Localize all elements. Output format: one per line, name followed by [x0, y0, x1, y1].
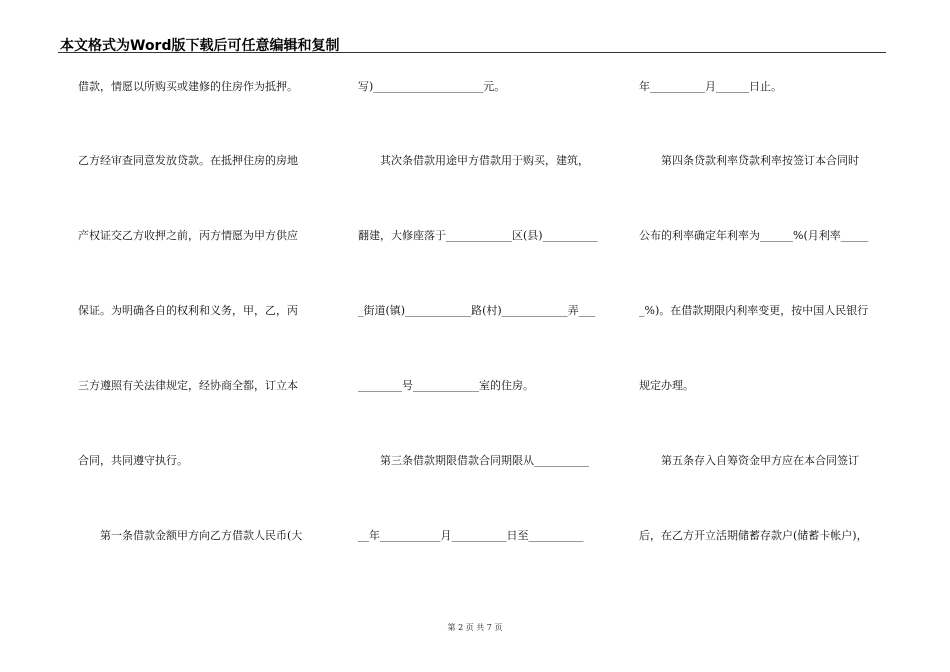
- text-line: 第一条借款金额甲方向乙方借款人民币(大: [78, 529, 303, 542]
- page-header-title: 本文格式为Word版下载后可任意编辑和复制: [60, 38, 340, 54]
- text-line: 乙方经审查同意发放贷款。在抵押住房的房地: [78, 154, 298, 167]
- text-line: 翻建，大修座落于____________区(县)__________: [358, 229, 598, 242]
- text-line: 年__________月______日止。: [639, 80, 782, 93]
- page-number-footer: 第 2 页 共 7 页: [447, 623, 503, 632]
- text-line: 后，在乙方开立活期储蓄存款户(储蓄卡帐户)，: [639, 529, 868, 542]
- text-line: 借款，情愿以所购买或建修的住房作为抵押。: [78, 80, 298, 93]
- text-line: 其次条借款用途甲方借款用于购买，建筑，: [358, 154, 589, 167]
- text-line: __年___________月__________日至__________: [358, 529, 584, 542]
- text-line: 合同，共同遵守执行。: [78, 454, 188, 467]
- text-line: 规定办理。: [639, 379, 694, 392]
- text-line: _%)。在借款期限内利率变更，按中国人民银行: [639, 304, 869, 317]
- text-line: 第四条贷款利率贷款利率按签订本合同时: [639, 154, 859, 167]
- text-line: 产权证交乙方收押之前，丙方情愿为甲方供应: [78, 229, 298, 242]
- text-line: 第五条存入自筹资金甲方应在本合同签订: [639, 454, 859, 467]
- text-line: 第三条借款期限借款合同期限从__________: [358, 454, 589, 467]
- text-line: 保证。为明确各自的权利和义务，甲，乙，丙: [78, 304, 298, 317]
- text-line: 三方遵照有关法律规定，经协商全都，订立本: [78, 379, 298, 392]
- text-line: ________号____________室的住房。: [358, 379, 534, 392]
- text-line: 写)____________________元。: [358, 80, 506, 93]
- text-line: 公布的利率确定年利率为______%(月利率_____: [639, 229, 869, 242]
- header-divider: [58, 52, 886, 53]
- text-line: _街道(镇)____________路(村)____________弄___: [358, 304, 596, 317]
